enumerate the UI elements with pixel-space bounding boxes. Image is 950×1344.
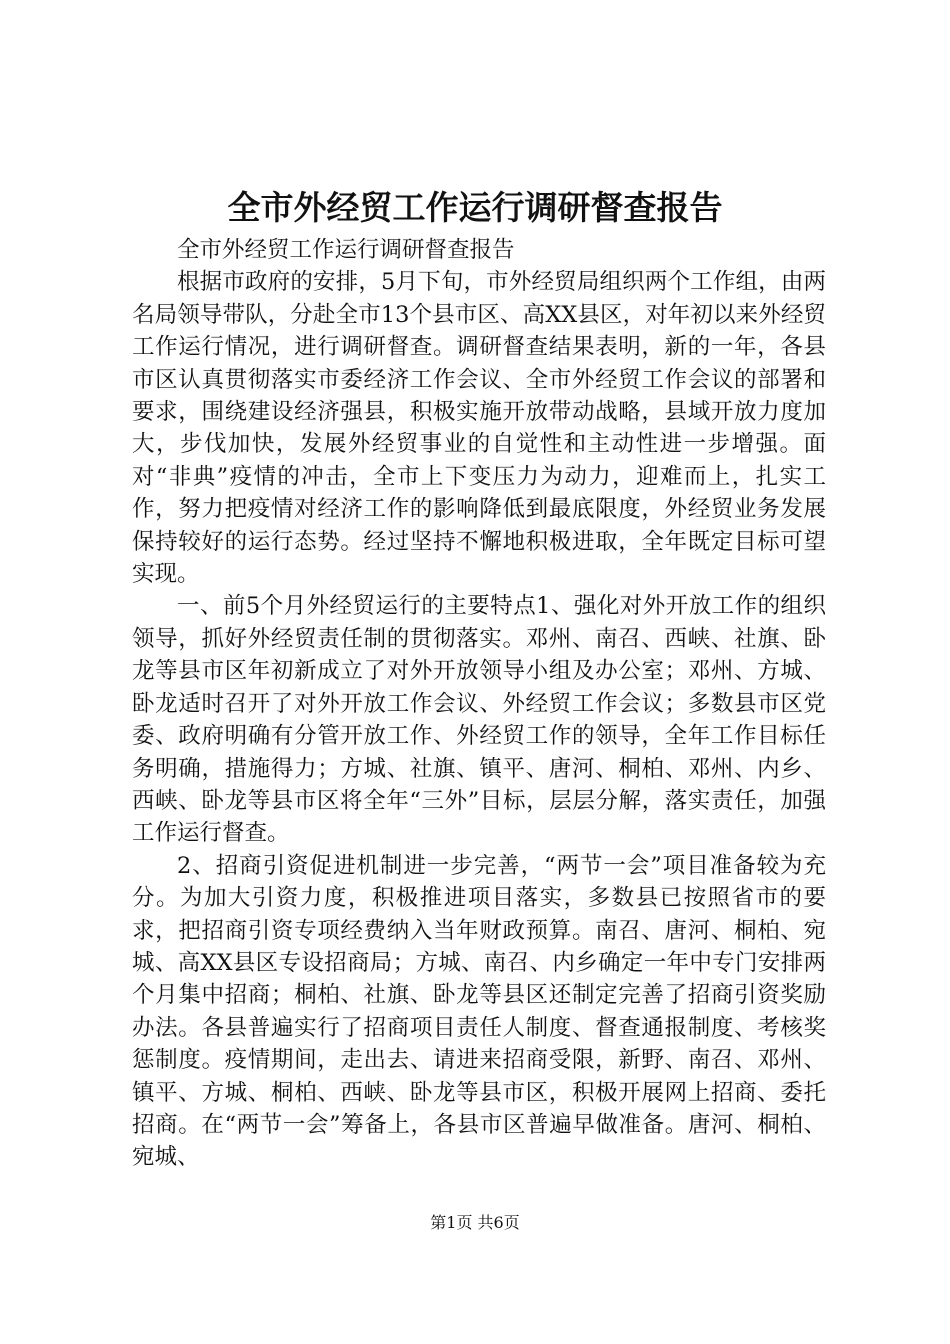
body-paragraph-section-1: 一、前5个月外经贸运行的主要特点1、强化对外开放工作的组织领导，抓好外经贸责任制的贯彻落实。邓州、南召、西峡、社旗、卧龙等县市区年初新成立了对外开放领导小组及办公室；邓州、方城、卧龙适时召开了对外开放工作会议、外经贸工作会议；多数县市区党委、政府明确有分管开放工作、外经贸工作的领导，全年工作目标任务明确，措施得力；方城、社旗、镇平、唐河、桐柏、邓州、内乡、西峡、卧龙等县市区将全年“三外”目标，层层分解，落实责任，加强工作运行督查。: [132, 593, 826, 847]
body-paragraph-subtitle: 全市外经贸工作运行调研督查报告: [177, 237, 515, 263]
body-paragraph-section-2: 2、招商引资促进机制进一步完善，“两节一会”项目准备较为充分。为加大引资力度，积极推进项目落实，多数县已按照省市的要求，把招商引资专项经费纳入当年财政预算。南召、唐河、桐柏、宛城、高XX县区专设招商局；方城、南召、内乡确定一年中专门安排两个月集中招商；桐柏、社旗、卧龙等县区还制定完善了招商引资奖励办法。各县普遍实行了招商项目责任人制度、督查通报制度、考核奖惩制度。疫情期间，走出去、请进来招商受限，新野、南召、邓州、镇平、方城、桐柏、西峡、卧龙等县市区，积极开展网上招商、委托招商。在“两节一会”筹备上，各县市区普遍早做准备。唐河、桐柏、宛城、: [132, 852, 826, 1171]
document-title: 全市外经贸工作运行调研督查报告: [227, 188, 723, 227]
page-number-footer: 第1页 共6页: [430, 1213, 520, 1232]
document-body: [132, 234, 826, 1174]
body-paragraph-intro: 根据市政府的安排，5月下旬，市外经贸局组织两个工作组，由两名局领导带队，分赴全市13个县市区、高XX县区，对年初以来外经贸工作运行情况，进行调研督查。调研督查结果表明，新的一年，各县市区认真贯彻落实市委经济工作会议、全市外经贸工作会议的部署和要求，围绕建设经济强县，积极实施开放带动战略，县域开放力度加大，步伐加快，发展外经贸事业的自觉性和主动性进一步增强。面对“非典”疫情的冲击，全市上下变压力为动力，迎难而上，扎实工作，努力把疫情对经济工作的影响降低到最底限度，外经贸业务发展保持较好的运行态势。经过坚持不懈地积极进取，全年既定目标可望实现。: [132, 269, 826, 588]
